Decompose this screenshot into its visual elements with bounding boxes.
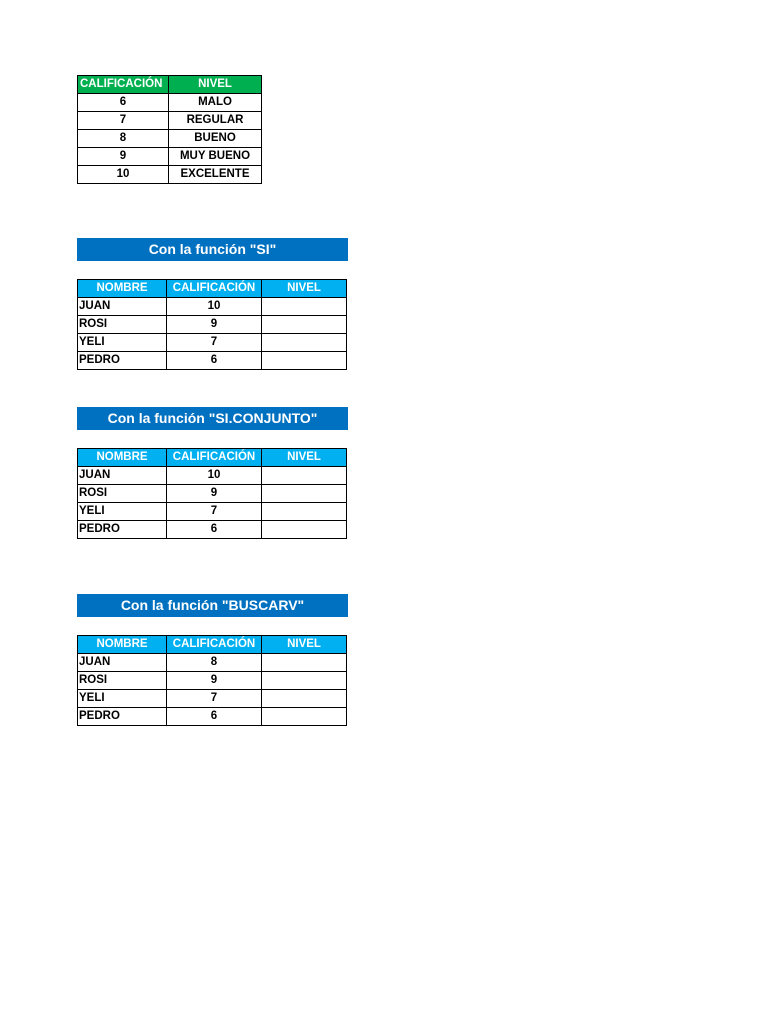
table-row [78,467,347,485]
table-row [78,690,347,708]
section-title-si[interactable]: Con la función "SI" [77,238,348,261]
cell-score[interactable]: 7 [167,334,262,352]
cell-name[interactable]: JUAN [78,654,167,672]
cell-name[interactable]: ROSI [78,485,167,503]
header-nivel[interactable]: NIVEL [262,636,347,654]
table-row [78,708,347,726]
table-row [78,166,262,184]
header-calificacion[interactable]: CALIFICACIÓN [167,636,262,654]
table-row [78,112,262,130]
cell-level[interactable]: MALO [169,94,262,112]
header-nivel[interactable]: NIVEL [262,449,347,467]
cell-score[interactable]: 6 [167,708,262,726]
table-header-row [78,76,262,94]
cell-name[interactable]: JUAN [78,298,167,316]
cell-name[interactable]: ROSI [78,672,167,690]
cell-level[interactable] [262,503,347,521]
header-calificacion[interactable]: CALIFICACIÓN [167,280,262,298]
table-row [78,334,347,352]
table-row [78,503,347,521]
cell-score[interactable]: 8 [167,654,262,672]
cell-score[interactable]: 10 [167,298,262,316]
table-row [78,485,347,503]
cell-name[interactable]: YELI [78,334,167,352]
cell-score[interactable]: 6 [167,352,262,370]
header-nivel[interactable]: NIVEL [262,280,347,298]
cell-name[interactable]: YELI [78,503,167,521]
cell-level[interactable] [262,654,347,672]
cell-level[interactable]: REGULAR [169,112,262,130]
cell-score[interactable]: 7 [167,503,262,521]
cell-name[interactable]: PEDRO [78,708,167,726]
table-header-row [78,449,347,467]
cell-level[interactable] [262,352,347,370]
table-row [78,94,262,112]
table-row [78,521,347,539]
cell-score[interactable]: 9 [167,672,262,690]
cell-score[interactable]: 10 [78,166,169,184]
table-row [78,654,347,672]
cell-score[interactable]: 6 [78,94,169,112]
cell-name[interactable]: PEDRO [78,352,167,370]
cell-level[interactable] [262,316,347,334]
cell-level[interactable] [262,467,347,485]
cell-name[interactable]: PEDRO [78,521,167,539]
table-row [78,316,347,334]
grades-table-buscarv [77,635,347,726]
cell-level[interactable] [262,298,347,316]
header-nombre[interactable]: NOMBRE [78,280,167,298]
header-nivel[interactable]: NIVEL [169,76,262,94]
cell-score[interactable]: 9 [167,316,262,334]
table-row [78,130,262,148]
cell-name[interactable]: YELI [78,690,167,708]
header-nombre[interactable]: NOMBRE [78,636,167,654]
cell-score[interactable]: 9 [78,148,169,166]
cell-level[interactable] [262,672,347,690]
cell-score[interactable]: 7 [78,112,169,130]
cell-level[interactable] [262,690,347,708]
grade-level-reference-table [77,75,262,184]
table-row [78,148,262,166]
table-header-row [78,636,347,654]
header-calificacion[interactable]: CALIFICACIÓN [167,449,262,467]
cell-score[interactable]: 7 [167,690,262,708]
table-row [78,352,347,370]
cell-level[interactable]: MUY BUENO [169,148,262,166]
cell-score[interactable]: 6 [167,521,262,539]
header-nombre[interactable]: NOMBRE [78,449,167,467]
header-calificacion[interactable]: CALIFICACIÓN [78,76,169,94]
cell-name[interactable]: JUAN [78,467,167,485]
section-title-si-conjunto[interactable]: Con la función "SI.CONJUNTO" [77,407,348,430]
cell-score[interactable]: 8 [78,130,169,148]
grades-table-si [77,279,347,370]
grades-table-si-conjunto [77,448,347,539]
cell-level[interactable]: EXCELENTE [169,166,262,184]
table-header-row [78,280,347,298]
cell-level[interactable] [262,485,347,503]
cell-level[interactable] [262,334,347,352]
cell-level[interactable]: BUENO [169,130,262,148]
cell-score[interactable]: 10 [167,467,262,485]
cell-level[interactable] [262,708,347,726]
table-row [78,298,347,316]
cell-level[interactable] [262,521,347,539]
cell-name[interactable]: ROSI [78,316,167,334]
cell-score[interactable]: 9 [167,485,262,503]
table-row [78,672,347,690]
section-title-buscarv[interactable]: Con la función "BUSCARV" [77,594,348,617]
